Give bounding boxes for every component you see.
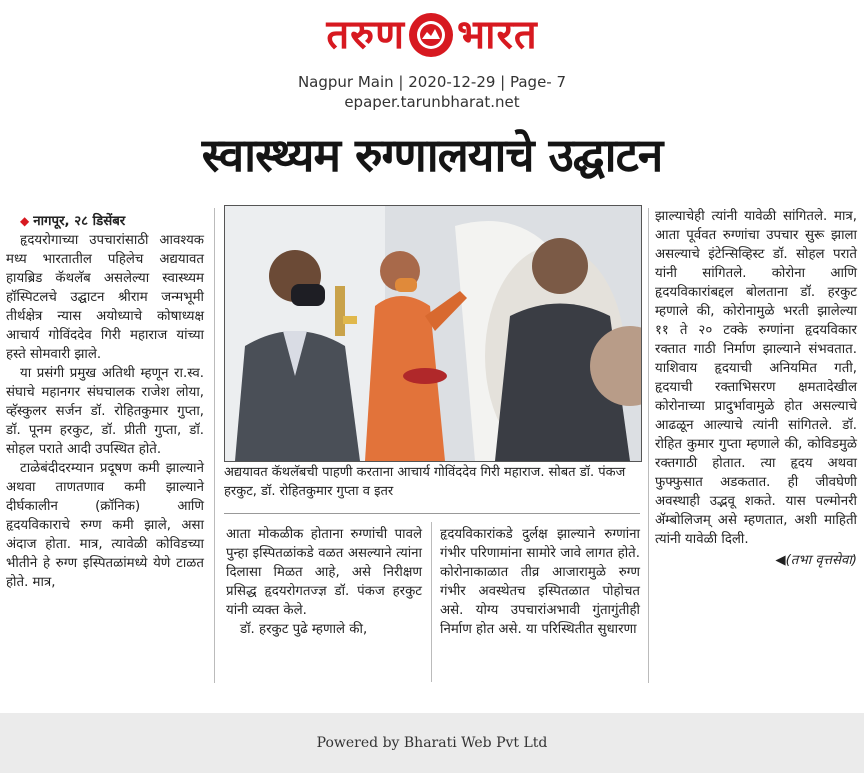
footer-bar [0,713,864,773]
article-column-4 [655,207,857,570]
masthead [0,10,864,60]
column-divider [431,522,432,682]
article-headline: स्वास्थ्यम रुग्णालयाचे उद्घाटन [201,128,663,182]
edition-line: Nagpur Main | 2020-12-29 | Page- 7 [297,73,567,91]
column-divider [214,208,215,683]
site-url[interactable]: epaper.tarunbharat.net [344,93,520,111]
paragraph: हृदयविकारांकडे दुर्लक्ष झाल्याने रुग्णांना गंभीर परिणामांना सामोरे जावे लागत होते. कोरोनाकाळात तीव्र आजारामुळे रुग्ण गंभीर अवस्थेतच इस्पितळात पोहोचत असे. योग्य उपचारांअभावी गुंतागुंतीही निर्माण होत असे. या परिस्थितीत सुधारणा [440,527,640,637]
photo-caption: अद्ययावत कॅथलॅबची पाहणी करताना आचार्य गोविंददेव गिरी महाराज. सोबत डॉ. पंकज हरकुट, डॉ. रोहितकुमार गुप्ता व इतर [224,465,626,499]
article-column-3 [440,525,640,639]
caption-divider [224,513,640,514]
logo-word-left: तरुण [326,12,405,58]
photo-illustration [225,206,641,461]
emblem-icon [409,13,453,57]
diamond-icon: ◆ [20,214,30,228]
paragraph: टाळेबंदीदरम्यान प्रदूषण कमी झाल्याने अथवा ताणतणाव कमी झाल्याने दीर्घकालीन (क्रॉनिक) आणि हृदयविकाराचे रुग्ण कमी झाले, असा अंदाज होता. मात्र, त्यावेळी कोविडच्या भीतीने हे रुग्ण इस्पितळांमध्ये येणे टाळत होते. मात्र, [6,461,204,590]
column-divider [648,208,649,683]
paragraph: झाल्याचेही त्यांनी यावेळी सांगितले. मात्र, आता पूर्ववत रुग्णांचा उपचार सुरू झाला असल्याचे इंटेन्सिव्हिस्ट डॉ. सोहल पराते यांनी सांगितले. कोरोना आणि हृदयविकारांबद्दल बोलताना डॉ. हरकुट म्हणाले की, कोरोनामुळे भरती झालेल्या ११ ते २० टक्के रुग्णांना हृदयविकार रक्तात गाठी निर्माण झाल्याने संभवतात. याशिवाय हृदयाची अनियमित गती, हृदयाची रक्ताभिसरण क्षमतादेखील कोरोनाच्या प्रादुर्भावामुळे होत असल्याचे आढळून आल्याचे त्यांनी सांगितले. डॉ. रोहित कुमार गुप्ता म्हणाले की, कोविडमुळे रक्तगाठी होतात. त्या हृदय अथवा फुफ्फुसात अडकतात. ही जीवघेणी अवस्थाही उद्भवू शकते. यास पल्मोनरी ॲम्बोलिजम् असे म्हणतात, अशी माहिती त्यांनी यावेळी दिली. [655,209,857,547]
paragraph: आता मोकळीक होताना रुग्णांची पावले पुन्हा इस्पितळांकडे वळत असल्याने त्यांना दिलासा मिळत आहे, असे निरीक्षण प्रसिद्ध हृदयरोगतज्ज्ञ डॉ. पंकज हरकुट यांनी व्यक्त केले. [226,527,422,618]
triangle-left-icon: ◀ [775,553,786,568]
agency-text: (तभा वृत्तसेवा) [785,553,857,568]
logo-word-right: भारत [457,12,538,58]
dateline [6,212,204,231]
paragraph: डॉ. हरकुट पुढे म्हणाले की, [240,622,368,637]
paragraph: हृदयरोगाच्या उपचारांसाठी आवश्यक मध्य भारतातील पहिलेच अद्ययावत हायब्रिड कॅथलॅब असलेल्या स्वास्थ्यम हॉस्पिटलचे उद्घाटन श्रीराम जन्मभूमी तीर्थक्षेत्र न्यास अयोध्याचे कोषाध्यक्ष आचार्य गोविंददेव गिरी महाराज यांच्या हस्ते सोमवारी झाले. [6,233,204,362]
news-photo[interactable] [224,205,642,462]
tarun-bharat-logo[interactable] [326,10,537,60]
paragraph: या प्रसंगी प्रमुख अतिथी म्हणून रा.स्व. संघाचे महानगर संघचालक राजेश लोया, व्हॅस्कुलर सर्जन डॉ. रोहितकुमार गुप्ता, डॉ. पूनम हरकुट, डॉ. प्रीती गुप्ता, डॉ. सोहल पराते आदी उपस्थित होते. [6,366,204,457]
dateline-text: नागपूर, २८ डिसेंबर [33,214,126,229]
article-column-1 [6,212,204,592]
agency-credit [655,551,857,570]
article-column-2 [226,525,422,639]
powered-by-text[interactable]: Powered by Bharati Web Pvt Ltd [316,735,548,751]
edition-info [0,72,864,112]
